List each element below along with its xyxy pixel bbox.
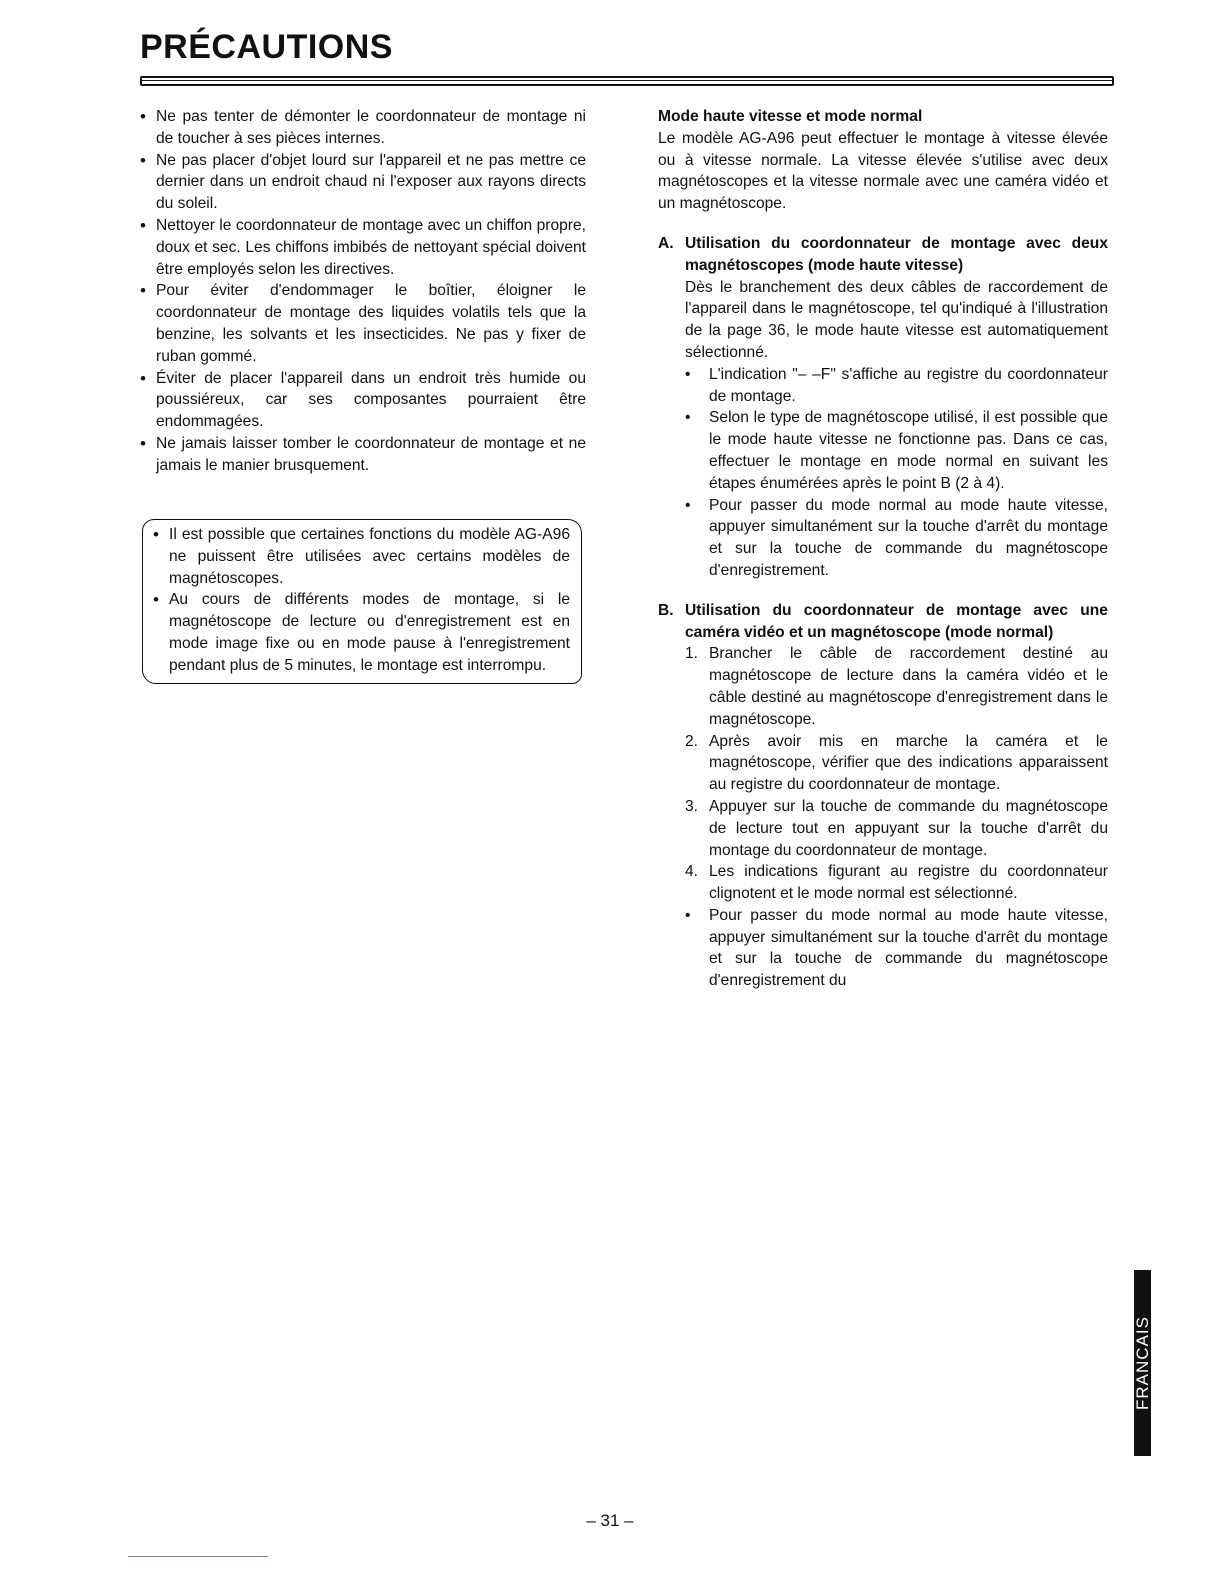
- list-item: • Pour passer du mode normal au mode haute vitesse, appuyer simultanément sur la touche d'arrêt du montage et sur la touche de commande du magnétoscope d'enregistrement du: [685, 906, 1108, 990]
- section-b-heading: [658, 600, 1108, 644]
- section-b-title: Utilisation du coordonnateur de montage avec une caméra vidéo et un magnétoscope (mode normal): [685, 601, 1108, 641]
- section-a-title: Utilisation du coordonnateur de montage avec deux magnétoscopes (mode haute vitesse): [685, 234, 1108, 274]
- list-item: • Nettoyer le coordonnateur de montage avec un chiffon propre, doux et sec. Les chiffons imbibés de nettoyant spécial doivent être employés selon les directives.: [140, 215, 586, 280]
- list-item: • Il est possible que certaines fonctions du modèle AG-A96 ne puissent être utilisées avec certains modèles de magnétoscopes.: [153, 524, 570, 589]
- intro-paragraph: Le modèle AG-A96 peut effectuer le montage à vitesse élevée ou à vitesse normale. La vitesse élevée s'utilise avec deux magnétoscopes et la vitesse normale avec une caméra vidéo et un magnétoscope.: [658, 129, 1108, 213]
- list-item: 4. Les indications figurant au registre du coordonnateur clignotent et le mode normal est sélectionné.: [685, 863, 1108, 903]
- language-tab: [1134, 1270, 1151, 1456]
- list-item: • Au cours de différents modes de montage, si le magnétoscope de lecture ou d'enregistrement est en mode image fixe ou en mode pause à l'enregistrement pendant plus de 5 minutes, le montage est interrompu.: [153, 589, 570, 676]
- list-item: • Éviter de placer l'appareil dans un endroit très humide ou poussiéreux, car ses composantes pourraient être endommagées.: [140, 368, 586, 433]
- note-box: [142, 519, 582, 684]
- section-heading: Mode haute vitesse et mode normal: [658, 108, 923, 125]
- section-a-body: Dès le branchement des deux câbles de raccordement de l'appareil dans le magnétoscope, tel qu'indiqué à l'illustration de la page 36, le mode haute vitesse est automatiquement sélectionné.: [685, 278, 1108, 361]
- precautions-list: [140, 106, 586, 477]
- section-b-steps: [658, 643, 1108, 992]
- list-item: 1. Brancher le câble de raccordement destiné au magnétoscope de lecture dans la caméra vidéo et le câble destiné au magnétoscope d'enregistrement dans le magnétoscope.: [685, 645, 1108, 728]
- right-column: [658, 106, 1108, 992]
- list-item: • Pour éviter d'endommager le boîtier, éloigner le coordonnateur de montage des liquides volatils tels que la benzine, les solvants et les insecticides. Ne pas y fixer de ruban gommé.: [140, 280, 586, 367]
- title-rule: [140, 76, 1114, 86]
- left-column: [140, 106, 586, 477]
- section-a-bullets: [658, 364, 1108, 582]
- section-a-heading: [658, 233, 1108, 277]
- language-tab-label: FRANCAIS: [1132, 1316, 1152, 1410]
- list-item: 2. Après avoir mis en marche la caméra et le magnétoscope, vérifier que des indications apparaissent au registre du coordonnateur de montage.: [685, 732, 1108, 794]
- list-item: • Ne pas tenter de démonter le coordonnateur de montage ni de toucher à ses pièces internes.: [140, 106, 586, 150]
- page-title: PRÉCAUTIONS: [140, 28, 393, 66]
- list-item: • Ne jamais laisser tomber le coordonnateur de montage et ne jamais le manier brusquement.: [140, 433, 586, 477]
- section-a-letter: A.: [658, 234, 674, 252]
- footer-line: [128, 1556, 268, 1557]
- note-list: [153, 524, 570, 677]
- list-item: 3. Appuyer sur la touche de commande du magnétoscope de lecture tout en appuyant sur la touche d'arrêt du montage du coordonnateur de montage.: [685, 797, 1108, 859]
- list-item: • Pour passer du mode normal au mode haute vitesse, appuyer simultanément sur la touche d'arrêt du montage et sur la touche de commande du magnétoscope d'enregistrement.: [685, 496, 1108, 579]
- list-item: • Selon le type de magnétoscope utilisé, il est possible que le mode haute vitesse ne fonctionne pas. Dans ce cas, effectuer le montage en mode normal en suivant les étapes énumérées après le point B (2 à 4).: [685, 409, 1108, 492]
- list-item: • Ne pas placer d'objet lourd sur l'appareil et ne pas mettre ce dernier dans un endroit chaud ni l'exposer aux rayons directs du soleil.: [140, 150, 586, 215]
- page-number: – 31 –: [586, 1511, 634, 1530]
- section-b-letter: B.: [658, 601, 674, 619]
- list-item: • L'indication "– –F" s'affiche au registre du coordonnateur de montage.: [685, 365, 1108, 405]
